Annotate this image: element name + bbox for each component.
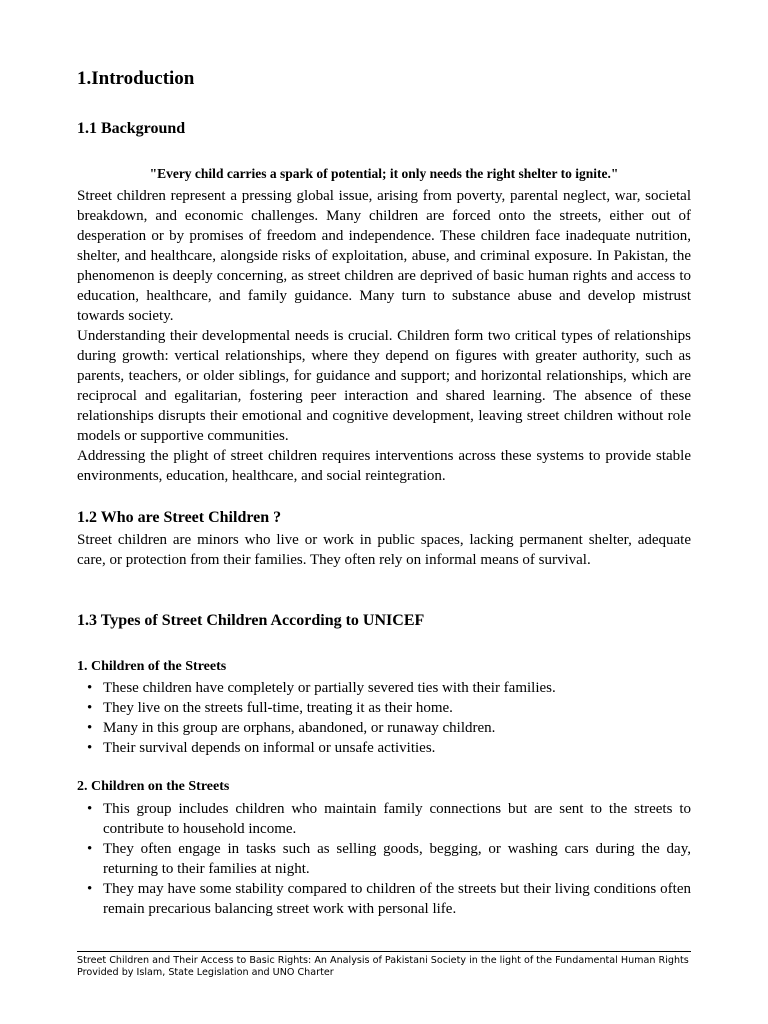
who-paragraph: Street children are minors who live or work in public spaces, lacking permanent shelter, adequate care, or protection from their families. They often rely on informal means of survival. — [77, 532, 691, 568]
subheading-children-of-streets: 1. Children of the Streets — [77, 659, 227, 674]
background-paragraph-3: Addressing the plight of street children requires interventions across these systems to provide stable environments, education, healthcare, and social reintegration. — [77, 448, 691, 484]
list-item: • They live on the streets full-time, treating it as their home. — [87, 700, 453, 716]
list-item: • They often engage in tasks such as selling goods, begging, or washing cars during the day, returning to their families at night. — [87, 841, 691, 877]
bullet-icon: • — [87, 801, 93, 817]
list-item: • Many in this group are orphans, abandoned, or runaway children. — [87, 720, 496, 736]
chapter-title: 1.Introduction — [77, 68, 195, 89]
bullet-icon: • — [87, 881, 93, 897]
running-footer: Street Children and Their Access to Basic Rights: An Analysis of Pakistani Society in the light of the Fundamental Human Rights Provided by Islam, State Legislation and UNO Charter — [77, 955, 689, 978]
subheading-children-on-streets: 2. Children on the Streets — [77, 779, 230, 794]
list-item: • This group includes children who maintain family connections but are sent to the streets to contribute to household income. — [87, 801, 691, 837]
bullet-icon: • — [87, 841, 93, 857]
footer-divider — [77, 951, 691, 952]
bullet-icon: • — [87, 720, 93, 736]
bullet-icon: • — [87, 740, 93, 756]
bullet-list-children-of-streets — [77, 678, 691, 758]
bullet-icon: • — [87, 680, 93, 696]
background-paragraph-2: Understanding their developmental needs is crucial. Children form two critical types of relationships during growth: vertical relationships, where they depend on figures with greater authority, such as parents, teachers, or older siblings, for guidance and support; and horizontal relationships, which are reciprocal and egalitarian, fostering peer interaction and shared learning. The absence of these relationships disrupts their emotional and cognitive development, leaving street children without role models or supportive communities. — [77, 328, 691, 444]
section-heading-types: 1.3 Types of Street Children According to UNICEF — [77, 612, 425, 629]
list-item: • They may have some stability compared to children of the streets but their living conditions often remain precarious balancing street work with personal life. — [87, 881, 691, 917]
epigraph-quote: "Every child carries a spark of potential; it only needs the right shelter to ignite." — [149, 166, 619, 181]
list-item: • These children have completely or partially severed ties with their families. — [87, 680, 556, 696]
section-heading-who: 1.2 Who are Street Children ? — [77, 509, 282, 526]
bullet-icon: • — [87, 700, 93, 716]
bullet-list-children-on-streets — [77, 799, 691, 919]
background-paragraph-1: Street children represent a pressing global issue, arising from poverty, parental neglect, war, societal breakdown, and economic challenges. Many children are forced onto the streets, either out of desperation or by promises of freedom and independence. These children face inadequate nutrition, shelter, and healthcare, alongside risks of exploitation, abuse, and criminal exposure. In Pakistan, the phenomenon is deeply concerning, as street children are deprived of basic human rights and access to education, healthcare, and family guidance. Many turn to substance abuse and develop mistrust towards society. — [77, 188, 691, 324]
section-heading-background: 1.1 Background — [77, 120, 186, 137]
list-item: • Their survival depends on informal or unsafe activities. — [87, 740, 436, 756]
